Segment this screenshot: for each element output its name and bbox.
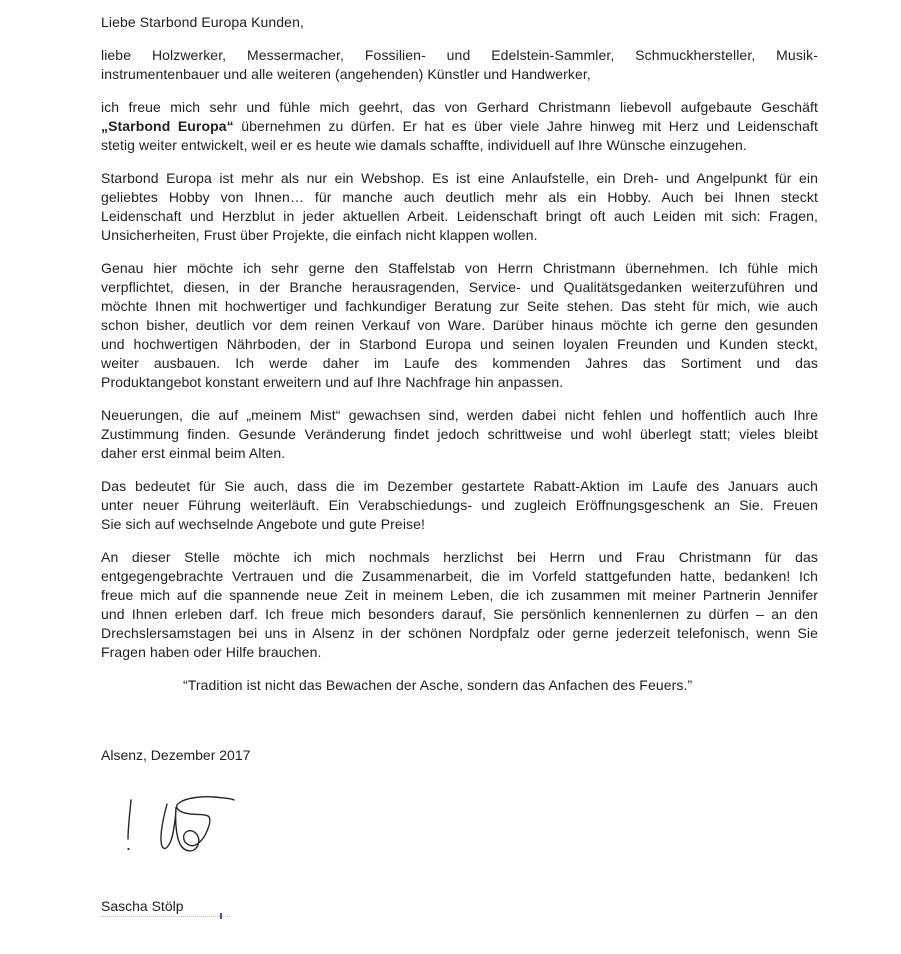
text-line [101,444,818,463]
paragraph [101,548,818,662]
text-line [101,477,818,496]
text-segment: Produktangebot konstant erweitern und auf Ihre Nachfrage hin anpassen. [101,374,564,390]
text-segment: instrumentenbauer und alle weiteren (angehenden) Künstler und Handwerker, [101,66,591,82]
signature-name [101,897,230,917]
text-line [101,278,818,297]
text-line [101,548,818,567]
text-line [101,259,818,278]
text-segment: und Ihnen erleben darf. Ich freue mich besonders darauf, Sie persönlich kennenlernen zu dürfen – an den [101,606,818,622]
signature-name-text: Sascha Stölp [101,898,184,914]
text-segment: verpflichtet, diesen, in der Branche herausragenden, Service- und Qualitätsgedanken weiterzuführen und [101,279,818,295]
text-line [101,354,818,373]
text-line [101,169,818,188]
text-segment: weiter ausbauen. Ich werde daher im Laufe des kommenden Jahres das Sortiment und das [101,355,818,371]
letter-body [101,13,818,662]
text-segment: Fragen haben oder Hilfe brauchen. [101,644,322,660]
date-location-line: Alsenz, Dezember 2017 [101,747,251,763]
paragraph [101,46,818,84]
text-segment: freue mich auf die spannende neue Zeit in meinem Leben, die ich zusammen mit meiner Partnerin Jennifer [101,587,818,603]
paragraph [101,477,818,534]
text-line [101,207,818,226]
text-segment: Starbond Europa ist mehr als nur ein Webshop. Es ist eine Anlaufstelle, ein Dreh- und Angelpunkt für ein [101,170,818,186]
signature-block [101,897,818,917]
text-segment: Unsicherheiten, Frust über Projekte, die einfach nicht klappen wollen. [101,227,538,243]
text-segment: stetig weiter entwickelt, weil er es heute wie damals schaffte, individuell auf Ihre Wünsche einzugehen. [101,137,747,153]
text-line [101,643,818,662]
text-segment: Sie sich auf wechselnde Angebote und gute Preise! [101,516,426,532]
text-line [101,316,818,335]
text-segment: unter neuer Führung weiterläuft. Ein Verabschiedungs- und zugleich Eröffnungsgeschenk an Sie. Freuen [101,497,818,513]
text-line [101,98,818,117]
text-line [101,65,818,84]
paragraph [101,13,818,32]
text-segment: Neuerungen, die auf „meinem Mist“ gewachsen sind, werden dabei nicht fehlen und hoffentlich auch Ihre [101,407,818,423]
text-segment: übernehmen zu dürfen. Er hat es über viele Jahre hinweg mit Herz und Leidenschaft [233,118,819,134]
paragraph [101,259,818,392]
text-segment: ich freue mich sehr und fühle mich geehrt, das von Gerhard Christmann liebevoll aufgebaute Geschäft [101,99,818,115]
text-line [101,297,818,316]
text-segment: daher erst einmal beim Alten. [101,445,286,461]
text-line [101,188,818,207]
paragraph [101,169,818,245]
text-line [101,46,818,65]
text-line [101,406,818,425]
text-line [101,373,818,392]
text-line [101,567,818,586]
text-line [101,496,818,515]
text-segment: schon bisher, deutlich vor dem reinen Verkauf von Ware. Darüber hinaus möchte ich gerne den gesunden [101,317,818,333]
bold-text-segment: „Starbond Europa“ [101,118,234,134]
text-line [101,425,818,444]
text-segment: Genau hier möchte ich sehr gerne den Staffelstab von Herrn Christmann übernehmen. Ich fühle mich [101,260,818,276]
text-segment: Das bedeutet für Sie auch, dass die im Dezember gestartete Rabatt-Aktion im Laufe des Januars auch [101,478,818,494]
handwritten-signature-icon [115,793,240,863]
grammar-check-mark [220,913,222,919]
text-line [101,117,818,136]
text-segment: Liebe Starbond Europa Kunden, [101,14,304,30]
text-line [101,13,818,32]
text-line [101,605,818,624]
text-line [101,515,818,534]
text-segment: möchte Ihnen mit hochwertiger und fachkundiger Beratung zur Seite stehen. Das steht für mich, wie auch [101,298,818,314]
signature-image [115,793,818,865]
text-segment: entgegengebrachte Vertrauen und die Zusammenarbeit, die im Vorfeld stattgefunden hatte, bedanken! Ich [101,568,818,584]
text-segment: Leidenschaft und Herzblut in jeder aktuellen Arbeit. Leidenschaft bringt oft auch Leiden mit sich: Fragen, [101,208,818,224]
paragraph [101,406,818,463]
quote-line: “Tradition ist nicht das Bewachen der Asche, sondern das Anfachen des Feuers.” [183,677,693,693]
text-line [101,586,818,605]
text-segment: und hochwertigen Nährboden, der in Starbond Europa und seinen loyalen Freunden und Kunden steckt, [101,336,818,352]
text-line [101,136,818,155]
text-segment: An dieser Stelle möchte ich mich nochmals herzlichst bei Herrn und Frau Christmann für das [101,549,818,565]
text-line [101,624,818,643]
text-line [101,226,818,245]
text-segment: liebe Holzwerker, Messermacher, Fossilien- und Edelstein-Sammler, Schmuckhersteller, Musik- [101,47,818,63]
paragraph [101,98,818,155]
text-segment: Zustimmung finden. Gesunde Veränderung findet jedoch schrittweise und wohl überlegt statt; vieles bleibt [101,426,818,442]
text-segment: Drechslersamstagen bei uns in Alsenz in der schönen Nordpfalz oder gerne jederzeit telefonisch, wenn Sie [101,625,818,641]
text-line [101,335,818,354]
text-segment: geliebtes Hobby von Ihnen… für manche auch deutlich mehr als ein Hobby. Auch bei Ihnen steckt [101,189,818,205]
